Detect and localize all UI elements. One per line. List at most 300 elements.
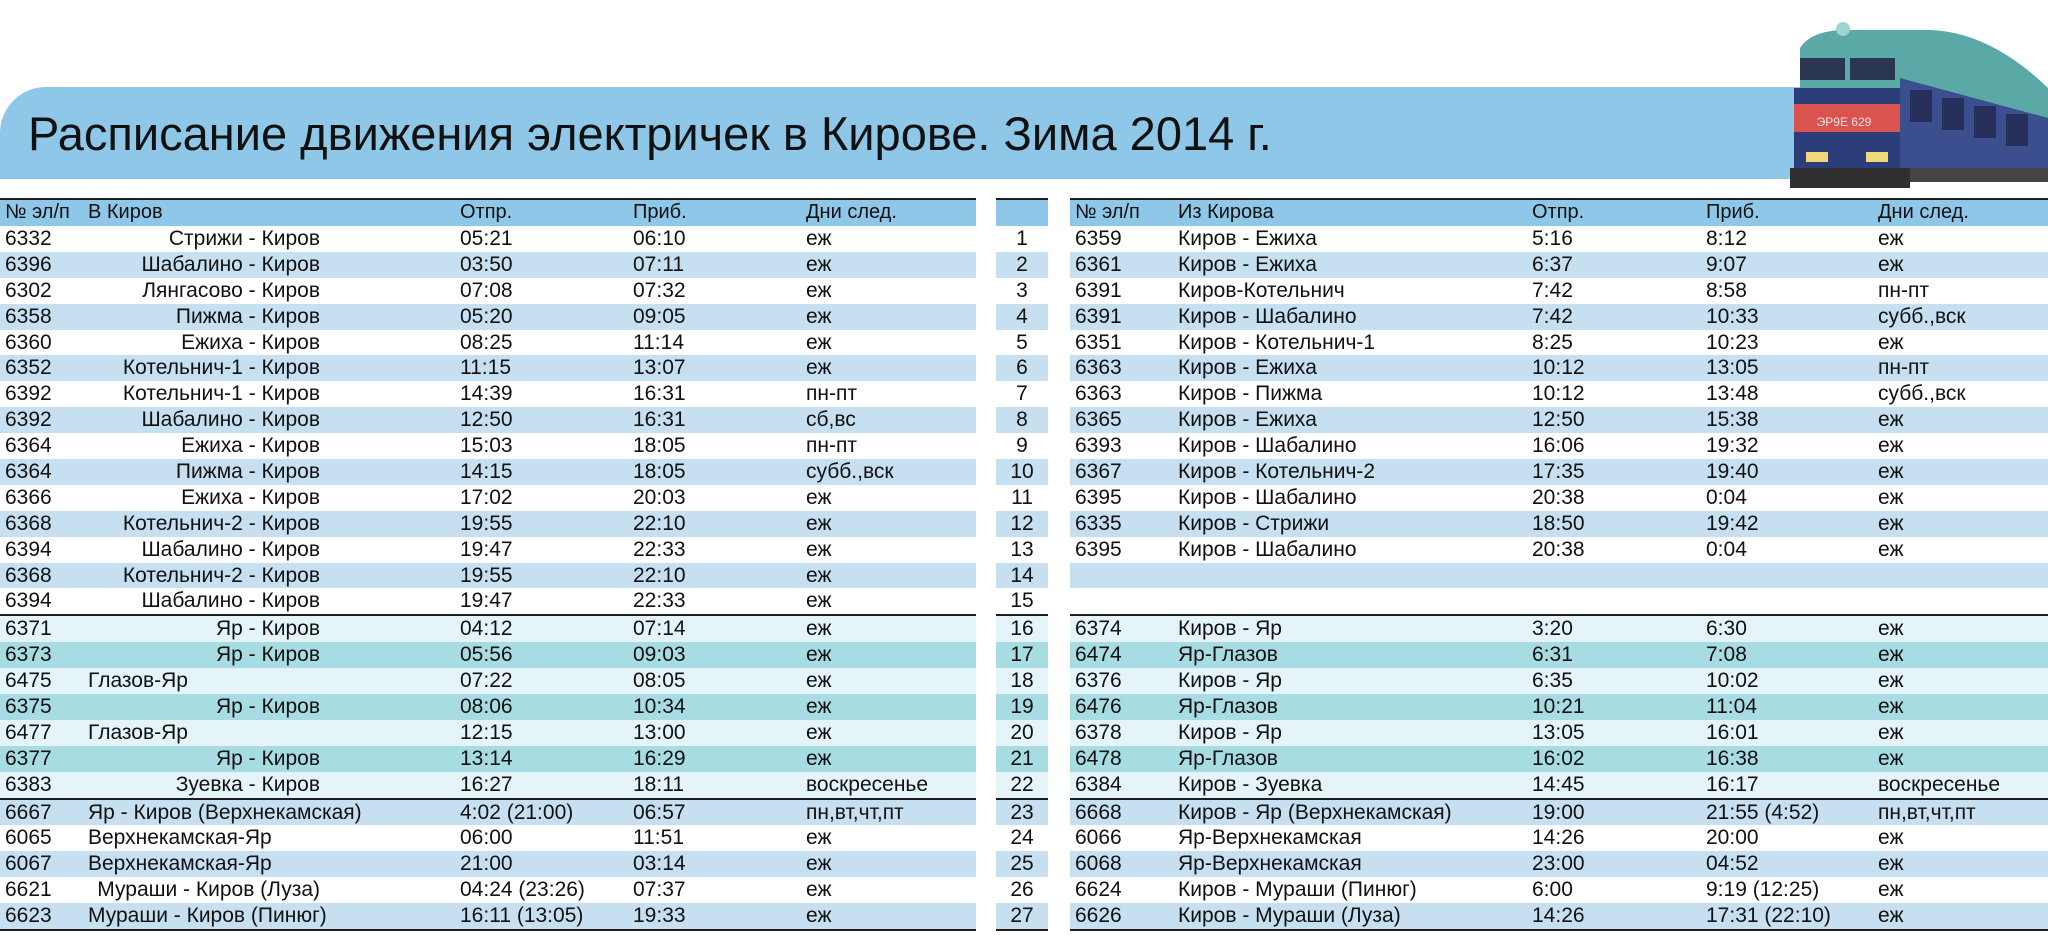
departure-time: 08:25 [460,330,513,354]
run-days: еж [1878,330,1904,354]
arrival-time: 07:14 [633,617,686,641]
train-number: 6360 [5,330,52,354]
departure-time: 19:55 [460,511,513,535]
run-days: еж [806,252,832,276]
table-row [1070,588,2048,614]
arrival-time: 13:07 [633,356,686,380]
run-days: еж [1878,852,1904,876]
table-row [0,903,976,931]
table-row [1070,252,2048,278]
departure-time: 17:35 [1532,460,1585,484]
run-days: еж [1878,537,1904,561]
table-row [1070,642,2048,668]
run-days: еж [1878,511,1904,535]
table-row [0,278,976,304]
run-days: еж [806,537,832,561]
train-number: 6359 [1075,227,1122,250]
run-days: еж [806,356,832,380]
train-number: 6667 [5,800,52,824]
departure-time: 6:00 [1532,878,1573,902]
arrival-time: 10:33 [1706,304,1759,328]
route-name: Киров - Ежиха [1178,356,1317,380]
table-row [1070,720,2048,746]
page-title: Расписание движения электричек в Кирове. Зима 2014 г. [28,107,1272,160]
train-number: 6351 [1075,330,1122,354]
row-number-cell [996,355,1048,381]
table-row [0,825,976,851]
run-days: еж [1878,408,1904,432]
run-days: еж [1878,252,1904,276]
train-number: 6668 [1075,800,1122,824]
arrival-time: 0:04 [1706,537,1747,561]
departure-time: 10:21 [1532,695,1585,719]
train-number: 6623 [5,904,52,928]
arrival-time: 06:57 [633,800,686,824]
departure-time: 21:00 [460,852,513,876]
arrival-time: 16:31 [633,382,686,406]
route-name: Шабалино - Киров [141,252,320,276]
arrival-time: 10:23 [1706,330,1759,354]
train-number: 6621 [5,878,52,902]
table-row [0,381,976,407]
route-name: Яр - Киров [216,746,320,770]
run-days: еж [806,852,832,876]
train-number: 6302 [5,278,52,302]
departure-time: 14:15 [460,460,513,484]
outbound-table-body [1070,226,2048,931]
arrival-time: 13:00 [633,720,686,744]
train-number: 6367 [1075,460,1122,484]
table-row [0,433,976,459]
run-days: еж [1878,669,1904,693]
run-days: еж [1878,878,1904,902]
row-number: 20 [1010,720,1034,744]
table-row [1070,798,2048,826]
table-row [0,642,976,668]
run-days: еж [806,695,832,719]
table-row [1070,355,2048,381]
row-number-cell [996,825,1048,851]
table-row [1070,381,2048,407]
arrival-time: 10:02 [1706,669,1759,693]
train-number: 6332 [5,227,52,250]
train-number: 6474 [1075,643,1122,667]
row-number: 21 [1010,746,1034,770]
train-number: 6361 [1075,252,1122,276]
run-days: еж [1878,434,1904,458]
run-days: пн-пт [1878,278,1929,302]
header-train-number: № эл/п [1075,201,1140,223]
departure-time: 20:38 [1532,485,1585,509]
departure-time: 16:11 (13:05) [460,904,584,928]
table-row [0,720,976,746]
outbound-header-row [1070,198,2048,226]
row-number-cell [996,407,1048,433]
table-row [0,694,976,720]
table-row [1070,226,2048,252]
row-number: 18 [1010,669,1034,693]
route-name: Киров - Шабалино [1178,434,1357,458]
run-days: еж [806,563,832,587]
run-days: еж [1878,227,1904,250]
route-name: Киров - Шабалино [1178,304,1357,328]
departure-time: 6:37 [1532,252,1573,276]
row-number: 16 [1010,617,1034,641]
row-number: 1 [1016,227,1028,250]
row-number: 9 [1016,434,1028,458]
row-number: 17 [1010,643,1034,667]
run-days: еж [806,278,832,302]
run-days: сб,вс [806,408,856,432]
route-name: Киров - Яр (Верхнекамская) [1178,800,1452,824]
departure-time: 11:15 [460,356,511,380]
route-name: Киров - Шабалино [1178,537,1357,561]
run-days: еж [806,720,832,744]
route-name: Глазов-Яр [88,720,188,744]
route-name: Мураши - Киров (Луза) [97,878,320,902]
table-row [0,746,976,772]
departure-time: 08:06 [460,695,513,719]
run-days: еж [1878,460,1904,484]
route-name: Зуевка - Киров [175,772,320,796]
departure-time: 17:02 [460,485,513,509]
departure-time: 13:05 [1532,720,1585,744]
table-row [0,537,976,563]
table-row [0,851,976,877]
departure-time: 7:42 [1532,304,1573,328]
arrival-time: 20:03 [633,485,686,509]
row-number-cell [996,381,1048,407]
train-number: 6478 [1075,746,1122,770]
arrival-time: 9:19 (12:25) [1706,878,1820,902]
run-days: еж [806,826,832,850]
header-days: Дни след. [806,201,897,223]
departure-time: 6:35 [1532,669,1573,693]
inbound-table-body [0,226,976,931]
departure-time: 10:12 [1532,356,1585,380]
train-number: 6335 [1075,511,1122,535]
train-plate: ЭР9Е 629 [1816,115,1872,129]
run-days: пн-пт [806,434,857,458]
train-number: 6391 [1075,278,1122,302]
run-days: еж [806,669,832,693]
outbound-table [1070,198,2048,931]
row-number: 7 [1016,382,1028,406]
row-number: 8 [1016,408,1028,432]
run-days: еж [806,904,832,928]
table-row [0,355,976,381]
route-name: Киров - Стрижи [1178,511,1330,535]
row-number-cell [996,330,1048,356]
departure-time: 05:21 [460,227,513,250]
departure-time: 12:50 [460,408,513,432]
route-name: Яр-Верхнекамская [1178,826,1362,850]
train-number: 6394 [5,537,52,561]
table-row [1070,537,2048,563]
route-name: Ежиха - Киров [181,485,320,509]
table-row [0,511,976,537]
table-row [0,459,976,485]
train-number: 6392 [5,408,52,432]
route-name: Ежиха - Киров [181,330,320,354]
table-row [1070,304,2048,330]
departure-time: 12:15 [460,720,513,744]
row-number-cell [996,433,1048,459]
train-number: 6378 [1075,720,1122,744]
arrival-time: 19:40 [1706,460,1759,484]
train-number: 6368 [5,563,52,587]
route-name: Котельнич-1 - Киров [122,382,320,406]
row-number: 10 [1010,460,1034,484]
row-number-cell [996,537,1048,563]
departure-time: 12:50 [1532,408,1585,432]
route-name: Яр-Глазов [1178,695,1278,719]
arrival-time: 07:32 [633,278,686,302]
run-days: еж [806,589,832,613]
arrival-time: 16:01 [1706,720,1759,744]
train-number: 6383 [5,772,52,796]
row-number: 13 [1010,537,1034,561]
arrival-time: 19:33 [633,904,686,928]
table-row [1070,851,2048,877]
row-number-cell [996,798,1048,826]
row-number-cell [996,588,1048,614]
departure-time: 16:27 [460,772,513,796]
route-name: Киров-Котельнич [1178,278,1345,302]
table-row [0,330,976,356]
run-days: пн-пт [1878,356,1929,380]
table-row [1070,563,2048,589]
departure-time: 16:02 [1532,746,1585,770]
train-number: 6368 [5,511,52,535]
route-name: Киров - Ежиха [1178,227,1317,250]
train-number: 6395 [1075,485,1122,509]
run-days: еж [1878,720,1904,744]
departure-time: 7:42 [1532,278,1573,302]
header-train-number: № эл/п [5,201,70,223]
run-days: пн,вт,чт,пт [806,800,904,824]
route-name: Котельнич-2 - Киров [122,511,320,535]
train-number: 6475 [5,669,52,693]
train-number: 6363 [1075,356,1122,380]
table-row [0,877,976,903]
table-row [0,407,976,433]
departure-time: 5:16 [1532,227,1573,250]
run-days: еж [806,746,832,770]
arrival-time: 8:12 [1706,227,1747,250]
arrival-time: 6:30 [1706,617,1747,641]
arrival-time: 19:42 [1706,511,1759,535]
route-name: Киров - Яр [1178,720,1282,744]
row-number-cell [996,304,1048,330]
arrival-time: 22:33 [633,589,686,613]
arrival-time: 16:31 [633,408,686,432]
arrival-time: 11:04 [1706,695,1757,719]
train-number: 6065 [5,826,52,850]
route-name: Киров - Пижма [1178,382,1323,406]
train-number: 6396 [5,252,52,276]
departure-time: 6:31 [1532,643,1573,667]
route-name: Яр - Киров [216,695,320,719]
arrival-time: 15:38 [1706,408,1759,432]
table-row [0,485,976,511]
train-number: 6358 [5,304,52,328]
route-name: Пижма - Киров [175,460,320,484]
train-number: 6068 [1075,852,1122,876]
row-number-cell [996,278,1048,304]
departure-time: 19:47 [460,589,513,613]
train-number: 6067 [5,852,52,876]
arrival-time: 08:05 [633,669,686,693]
arrival-time: 18:05 [633,460,686,484]
run-days: пн,вт,чт,пт [1878,800,1976,824]
route-name: Пижма - Киров [175,304,320,328]
run-days: еж [1878,485,1904,509]
route-name: Лянгасово - Киров [142,278,320,302]
train-number: 6393 [1075,434,1122,458]
train-number: 6392 [5,382,52,406]
train-number: 6384 [1075,772,1122,796]
route-name: Киров - Ежиха [1178,252,1317,276]
arrival-time: 8:58 [1706,278,1747,302]
departure-time: 06:00 [460,826,513,850]
train-number: 6376 [1075,669,1122,693]
table-row [0,798,976,826]
table-row [1070,772,2048,798]
run-days: еж [806,304,832,328]
row-number-cell [996,252,1048,278]
train-number: 6374 [1075,617,1122,641]
arrival-time: 13:05 [1706,356,1759,380]
departure-time: 04:12 [460,617,513,641]
route-name: Шабалино - Киров [141,589,320,613]
route-name: Шабалино - Киров [141,408,320,432]
arrival-time: 06:10 [633,227,686,250]
route-name: Киров - Мураши (Пинюг) [1178,878,1417,902]
route-name: Глазов-Яр [88,669,188,693]
row-number: 25 [1010,852,1034,876]
table-row [1070,459,2048,485]
row-number: 4 [1016,304,1028,328]
row-number-cell [996,720,1048,746]
run-days: еж [1878,826,1904,850]
inbound-header-row [0,198,976,226]
row-number: 3 [1016,278,1028,302]
departure-time: 4:02 (21:00) [460,800,574,824]
run-days: еж [1878,904,1904,928]
arrival-time: 07:11 [633,252,684,276]
departure-time: 23:00 [1532,852,1585,876]
arrival-time: 19:32 [1706,434,1759,458]
header-route: В Киров [88,201,163,223]
train-number: 6373 [5,643,52,667]
arrival-time: 04:52 [1706,852,1759,876]
table-row [1070,668,2048,694]
row-number-cell [996,877,1048,903]
departure-time: 19:00 [1532,800,1585,824]
train-number: 6626 [1075,904,1122,928]
row-number-column [996,198,1048,931]
row-number-cell [996,511,1048,537]
route-name: Киров - Яр [1178,617,1282,641]
train-number: 6375 [5,695,52,719]
departure-time: 14:26 [1532,826,1585,850]
route-name: Верхнекамская-Яр [88,852,272,876]
table-row [0,563,976,589]
route-name: Котельнич-1 - Киров [122,356,320,380]
header-route: Из Кирова [1178,201,1274,223]
arrival-time: 0:04 [1706,485,1747,509]
inbound-table [0,198,976,931]
table-row [1070,614,2048,642]
route-name: Яр - Киров (Верхнекамская) [88,800,362,824]
train-number: 6395 [1075,537,1122,561]
table-row [1070,433,2048,459]
row-number: 26 [1010,878,1034,902]
departure-time: 05:20 [460,304,513,328]
arrival-time: 13:48 [1706,382,1759,406]
table-row [0,304,976,330]
table-row [0,588,976,614]
departure-time: 14:45 [1532,772,1585,796]
departure-time: 15:03 [460,434,513,458]
run-days: еж [806,330,832,354]
row-number: 19 [1010,695,1034,719]
train-number: 6366 [5,485,52,509]
run-days: еж [806,617,832,641]
departure-time: 18:50 [1532,511,1585,535]
arrival-time: 18:05 [633,434,686,458]
run-days: еж [806,511,832,535]
train-number: 6352 [5,356,52,380]
route-name: Киров - Ежиха [1178,408,1317,432]
departure-time: 07:08 [460,278,513,302]
departure-time: 13:14 [460,746,513,770]
table-row [1070,903,2048,931]
table-row [1070,485,2048,511]
row-number: 23 [1010,800,1034,824]
row-number: 11 [1011,485,1033,509]
run-days: субб.,вск [1878,304,1966,328]
route-name: Шабалино - Киров [141,537,320,561]
departure-time: 20:38 [1532,537,1585,561]
run-days: пн-пт [806,382,857,406]
row-number: 5 [1016,330,1028,354]
row-number: 14 [1010,563,1034,587]
train-number: 6364 [5,434,52,458]
route-name: Ежиха - Киров [181,434,320,458]
run-days: еж [1878,695,1904,719]
train-number: 6391 [1075,304,1122,328]
arrival-time: 11:51 [633,826,684,850]
header-arrival: Приб. [1706,201,1760,223]
arrival-time: 03:14 [633,852,686,876]
run-days: еж [806,227,832,250]
header-days: Дни след. [1878,201,1969,223]
departure-time: 14:26 [1532,904,1585,928]
route-name: Верхнекамская-Яр [88,826,272,850]
row-number-cell [996,772,1048,798]
run-days: субб.,вск [806,460,894,484]
table-row [1070,825,2048,851]
departure-time: 8:25 [1532,330,1573,354]
route-name: Яр - Киров [216,643,320,667]
run-days: еж [1878,617,1904,641]
row-number-cell [996,459,1048,485]
route-name: Киров - Зуевка [1178,772,1323,796]
arrival-time: 16:29 [633,746,686,770]
departure-time: 04:24 (23:26) [460,878,585,902]
